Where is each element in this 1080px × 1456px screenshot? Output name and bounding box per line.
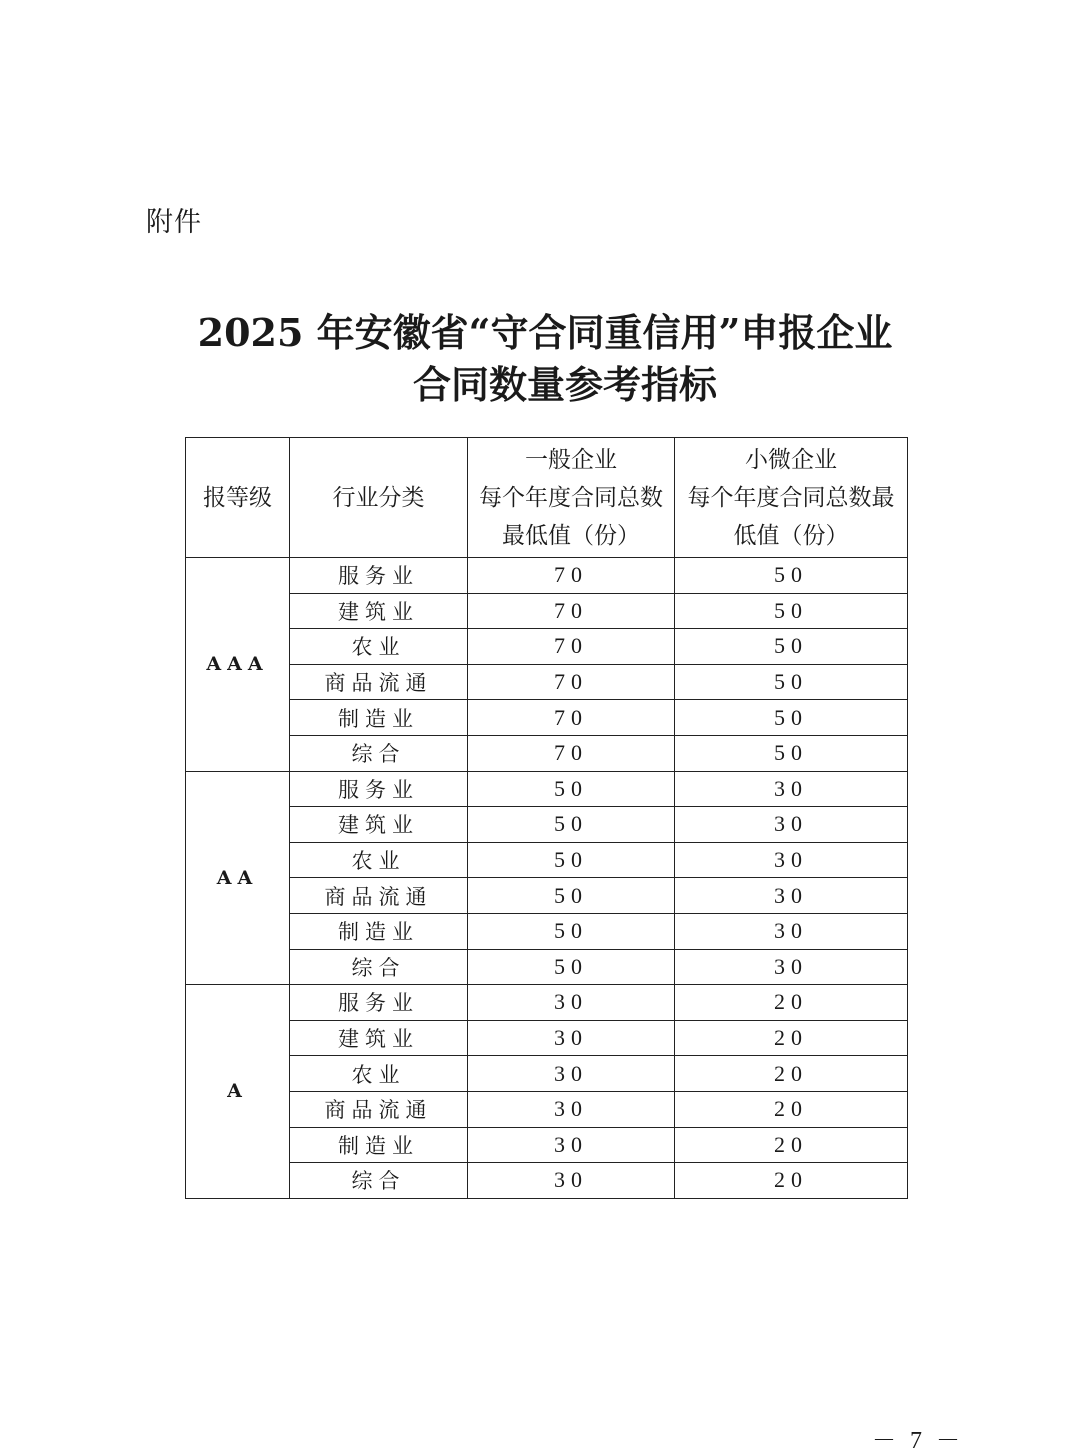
table-row (186, 842, 908, 878)
header-industry: 行业分类 (290, 438, 468, 558)
general-min-cell: 50 (468, 771, 675, 807)
contract-reference-table (185, 437, 908, 1199)
general-min-cell: 70 (468, 558, 675, 594)
header-general-line: 每个年度合同总数 (479, 484, 663, 511)
small-min-cell: 50 (675, 700, 908, 736)
general-min-cell: 50 (468, 913, 675, 949)
table-row (186, 1127, 908, 1163)
industry-cell: 农业 (290, 629, 468, 665)
small-min-cell: 50 (675, 558, 908, 594)
small-min-cell: 20 (675, 1020, 908, 1056)
industry-cell: 服务业 (290, 558, 468, 594)
table-row (186, 771, 908, 807)
small-min-cell: 50 (675, 735, 908, 771)
industry-cell: 综合 (290, 735, 468, 771)
table-row (186, 1020, 908, 1056)
table-row (186, 735, 908, 771)
table-row (186, 949, 908, 985)
table-row (186, 878, 908, 914)
table-row (186, 1163, 908, 1199)
small-min-cell: 30 (675, 949, 908, 985)
small-min-cell: 20 (675, 1127, 908, 1163)
header-general-line: 最低值（份） (502, 522, 640, 549)
general-min-cell: 70 (468, 629, 675, 665)
header-small-enterprise (675, 438, 908, 558)
header-small-line: 低值（份） (733, 522, 849, 549)
small-min-cell: 20 (675, 1056, 908, 1092)
small-min-cell: 30 (675, 807, 908, 843)
industry-cell: 制造业 (290, 913, 468, 949)
table-row (186, 807, 908, 843)
general-min-cell: 50 (468, 807, 675, 843)
industry-cell: 制造业 (290, 700, 468, 736)
table-row (186, 1056, 908, 1092)
general-min-cell: 30 (468, 1163, 675, 1199)
table-header-row (186, 438, 908, 558)
small-min-cell: 30 (675, 878, 908, 914)
page-number: － 7 － (872, 1428, 964, 1454)
header-grade: 报等级 (186, 438, 290, 558)
table-row (186, 629, 908, 665)
small-min-cell: 20 (675, 1091, 908, 1127)
small-min-cell: 20 (675, 985, 908, 1021)
table-row (186, 700, 908, 736)
grade-cell: AA (186, 771, 290, 985)
small-min-cell: 20 (675, 1163, 908, 1199)
table-row (186, 558, 908, 594)
general-min-cell: 30 (468, 1127, 675, 1163)
industry-cell: 服务业 (290, 985, 468, 1021)
general-min-cell: 70 (468, 735, 675, 771)
small-min-cell: 50 (675, 664, 908, 700)
header-small-line: 每个年度合同总数最 (687, 484, 895, 511)
industry-cell: 制造业 (290, 1127, 468, 1163)
document-title-line1: 2025 年安徽省“守合同重信用”申报企业 (197, 310, 893, 355)
small-min-cell: 30 (675, 771, 908, 807)
general-min-cell: 30 (468, 1020, 675, 1056)
general-min-cell: 70 (468, 664, 675, 700)
general-min-cell: 70 (468, 700, 675, 736)
table-row (186, 593, 908, 629)
general-min-cell: 50 (468, 878, 675, 914)
industry-cell: 商品流通 (290, 878, 468, 914)
table-row (186, 664, 908, 700)
small-min-cell: 50 (675, 593, 908, 629)
industry-cell: 建筑业 (290, 593, 468, 629)
industry-cell: 商品流通 (290, 1091, 468, 1127)
general-min-cell: 50 (468, 949, 675, 985)
general-min-cell: 30 (468, 985, 675, 1021)
general-min-cell: 70 (468, 593, 675, 629)
industry-cell: 农业 (290, 1056, 468, 1092)
document-title-line2: 合同数量参考指标 (412, 362, 717, 407)
header-general-enterprise (468, 438, 675, 558)
industry-cell: 综合 (290, 1163, 468, 1199)
small-min-cell: 30 (675, 913, 908, 949)
grade-cell: A (186, 985, 290, 1199)
industry-cell: 综合 (290, 949, 468, 985)
table-row (186, 1091, 908, 1127)
small-min-cell: 50 (675, 629, 908, 665)
header-general-line: 一般企业 (525, 446, 617, 473)
small-min-cell: 30 (675, 842, 908, 878)
industry-cell: 建筑业 (290, 807, 468, 843)
industry-cell: 服务业 (290, 771, 468, 807)
industry-cell: 农业 (290, 842, 468, 878)
attachment-label: 附件 (146, 207, 202, 238)
general-min-cell: 30 (468, 1091, 675, 1127)
general-min-cell: 50 (468, 842, 675, 878)
table-row (186, 985, 908, 1021)
industry-cell: 商品流通 (290, 664, 468, 700)
header-small-line: 小微企业 (745, 446, 837, 473)
table-row (186, 913, 908, 949)
table-body (186, 558, 908, 1199)
general-min-cell: 30 (468, 1056, 675, 1092)
grade-cell: AAA (186, 558, 290, 772)
industry-cell: 建筑业 (290, 1020, 468, 1056)
